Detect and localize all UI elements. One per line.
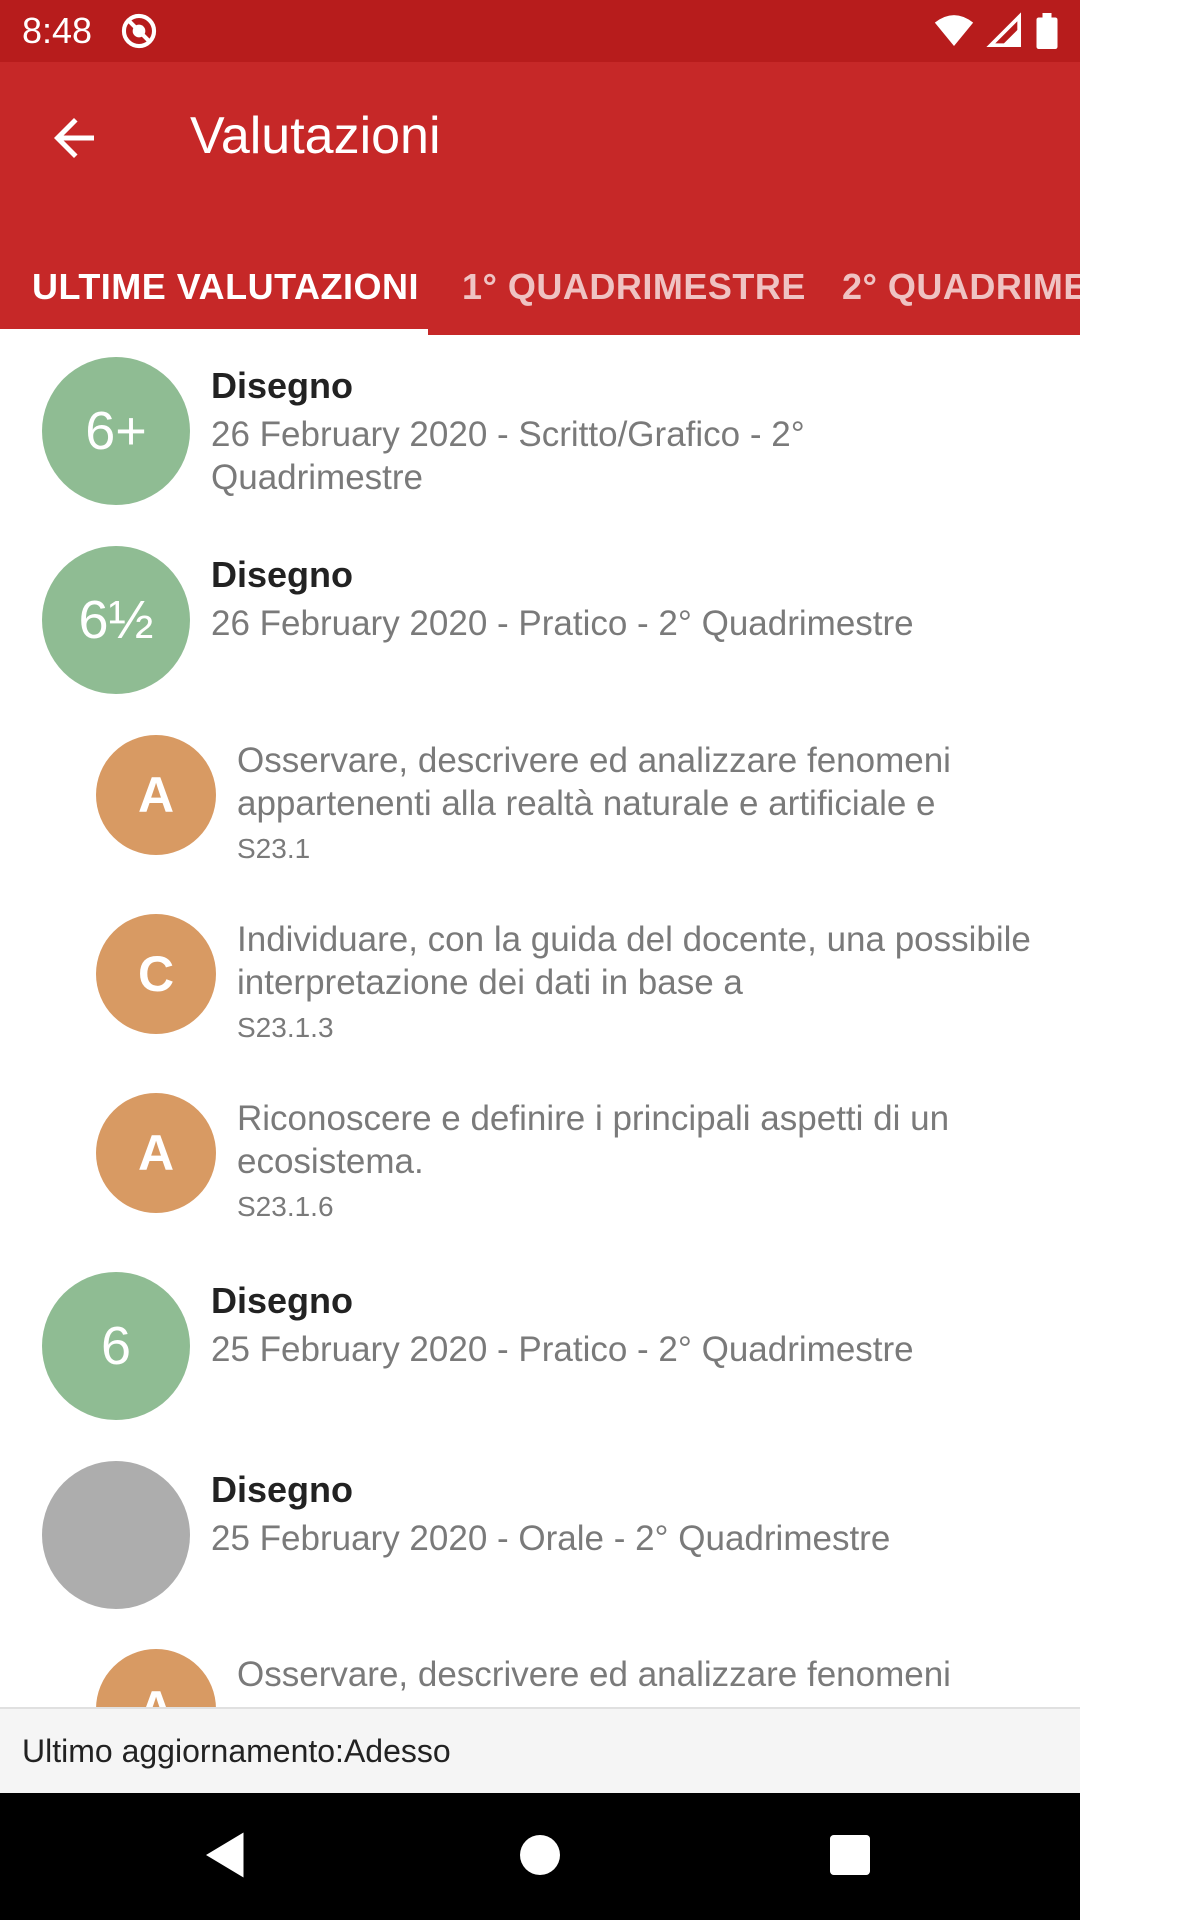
status-bar [0, 0, 1080, 62]
page-title: Valutazioni [190, 107, 441, 165]
evaluation-list[interactable] [0, 335, 1080, 1707]
tab-secondo-quadrimestre[interactable]: 2° QUADRIMESTRE [842, 266, 1186, 307]
objective-text: Riconoscere e definire i principali aspetti di un ecosistema. [237, 1099, 950, 1181]
subject-name: Disegno [211, 365, 354, 406]
last-update-bar [0, 1707, 1080, 1795]
objective-text: Osservare, descrivere ed analizzare fenomeni appartenenti alla realtà naturale e artificiale e [237, 741, 951, 823]
evaluation-detail: 25 February 2020 - Pratico - 2° Quadrimestre [211, 1330, 914, 1369]
objective-code: S23.1.6 [237, 1191, 334, 1222]
navigation-bar [0, 1793, 1080, 1920]
subject-name: Disegno [211, 1469, 354, 1510]
subject-name: Disegno [211, 554, 354, 595]
nav-back-icon[interactable] [196, 1825, 256, 1885]
objective-code: S23.1.3 [237, 1012, 334, 1043]
app-bar [0, 62, 1186, 335]
tab-bar [0, 252, 1186, 335]
grade-badge [42, 1461, 190, 1609]
objective-code: S23.1 [237, 833, 311, 864]
evaluation-detail: 26 February 2020 - Scritto/Grafico - 2° Quadrimestre [211, 415, 805, 497]
grade-badge: 6+ [42, 357, 190, 505]
grade-badge: 6½ [42, 546, 190, 694]
grade-badge: 6 [42, 1272, 190, 1420]
signal-icon [988, 14, 1022, 48]
objective-level-badge: C [96, 914, 216, 1034]
evaluation-detail: 26 February 2020 - Pratico - 2° Quadrimestre [211, 604, 914, 643]
status-time: 8:48 [22, 10, 93, 51]
objective-level-badge: A [96, 735, 216, 855]
do-not-disturb-icon [120, 12, 158, 50]
nav-home-icon[interactable] [510, 1825, 570, 1885]
subject-name: Disegno [211, 1280, 354, 1321]
wifi-icon [934, 14, 974, 48]
evaluation-detail: 25 February 2020 - Orale - 2° Quadrimestre [211, 1519, 891, 1558]
nav-recents-icon[interactable] [820, 1825, 880, 1885]
system-icons [934, 12, 1058, 50]
back-arrow-icon[interactable] [44, 108, 104, 168]
battery-icon [1036, 13, 1058, 49]
objective-text: Individuare, con la guida del docente, una possibile interpretazione dei dati in base a [237, 920, 1031, 1002]
objective-level-badge: A [96, 1093, 216, 1213]
tab-ultime-valutazioni[interactable]: ULTIME VALUTAZIONI [32, 266, 419, 307]
objective-text: Osservare, descrivere ed analizzare fenomeni [237, 1655, 951, 1694]
tab-primo-quadrimestre[interactable]: 1° QUADRIMESTRE [462, 266, 806, 307]
last-update-text: Ultimo aggiornamento:Adesso [22, 1733, 451, 1769]
